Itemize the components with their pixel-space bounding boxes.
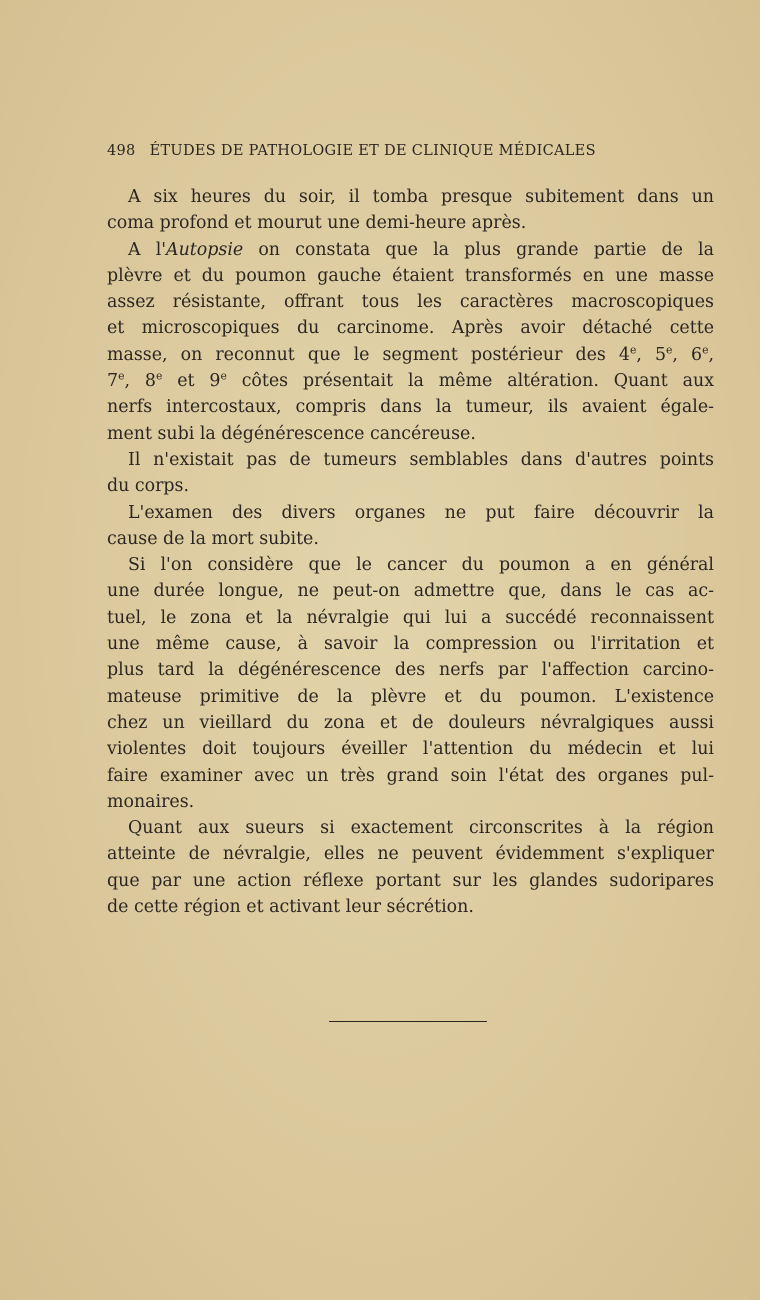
text-line: A six heures du soir, il tomba presque subitement dans un: [128, 187, 714, 207]
text-line: nerfs intercostaux, compris dans la tumeur, ils avaient égale-: [107, 397, 714, 418]
text-line: de cette région et activant leur sécrétion.: [107, 897, 474, 918]
text-line: une même cause, à savoir la compression ou l'irritation et: [107, 634, 714, 655]
text-line: ment subi la dégénérescence cancéreuse.: [107, 423, 476, 444]
text-line: tuel, le zona et la névralgie qui lui a succédé reconnaissent: [107, 607, 714, 628]
body-text: [107, 184, 714, 920]
text-line: plus tard la dégénérescence des nerfs par l'affection carcino-: [107, 660, 714, 681]
text-line: 7e, 8e et 9e côtes présentait la même altération. Quant aux: [107, 369, 715, 392]
text-line: Si l'on considère que le cancer du poumon a en général: [128, 555, 714, 576]
text-line: coma profond et mourut une demi-heure après.: [107, 213, 527, 234]
text-line: Il n'existait pas de tumeurs semblables dans d'autres points: [128, 449, 714, 470]
text-line: mateuse primitive de la plèvre et du poumon. L'existence: [107, 686, 714, 707]
text-line: du corps.: [107, 476, 189, 497]
text-line: A l'Autopsie on constata que la plus grande partie de la: [128, 239, 714, 260]
text-line: et microscopiques du carcinome. Après avoir détaché cette: [107, 318, 714, 339]
text-line: cause de la mort subite.: [107, 528, 319, 549]
section-end-rule: [329, 1021, 487, 1022]
text-line: une durée longue, ne peut-on admettre que, dans le cas ac-: [107, 581, 714, 602]
running-title: ÉTUDES DE PATHOLOGIE ET DE CLINIQUE MÉDICALES: [149, 143, 596, 159]
text-line: que par une action réflexe portant sur les glandes sudoripares: [107, 870, 714, 891]
text-line: assez résistante, offrant tous les caractères macroscopiques: [107, 292, 714, 313]
text-line: L'examen des divers organes ne put faire découvrir la: [128, 502, 714, 523]
text-line: faire examiner avec un très grand soin l'état des organes pul-: [107, 765, 714, 786]
text-line: plèvre et du poumon gauche étaient transformés en une masse: [107, 265, 714, 286]
text-line: Quant aux sueurs si exactement circonscrites à la région: [128, 818, 714, 839]
text-line: atteinte de névralgie, elles ne peuvent évidemment s'expliquer: [107, 844, 714, 865]
page-number: 498: [107, 143, 136, 159]
running-header: [107, 143, 667, 159]
text-line: chez un vieillard du zona et de douleurs névralgiques aussi: [107, 712, 714, 733]
text-line: violentes doit toujours éveiller l'attention du médecin et lui: [107, 739, 714, 760]
text-line: monaires.: [107, 791, 195, 812]
text-line: masse, on reconnut que le segment postérieur des 4e, 5e, 6e,: [107, 343, 715, 365]
